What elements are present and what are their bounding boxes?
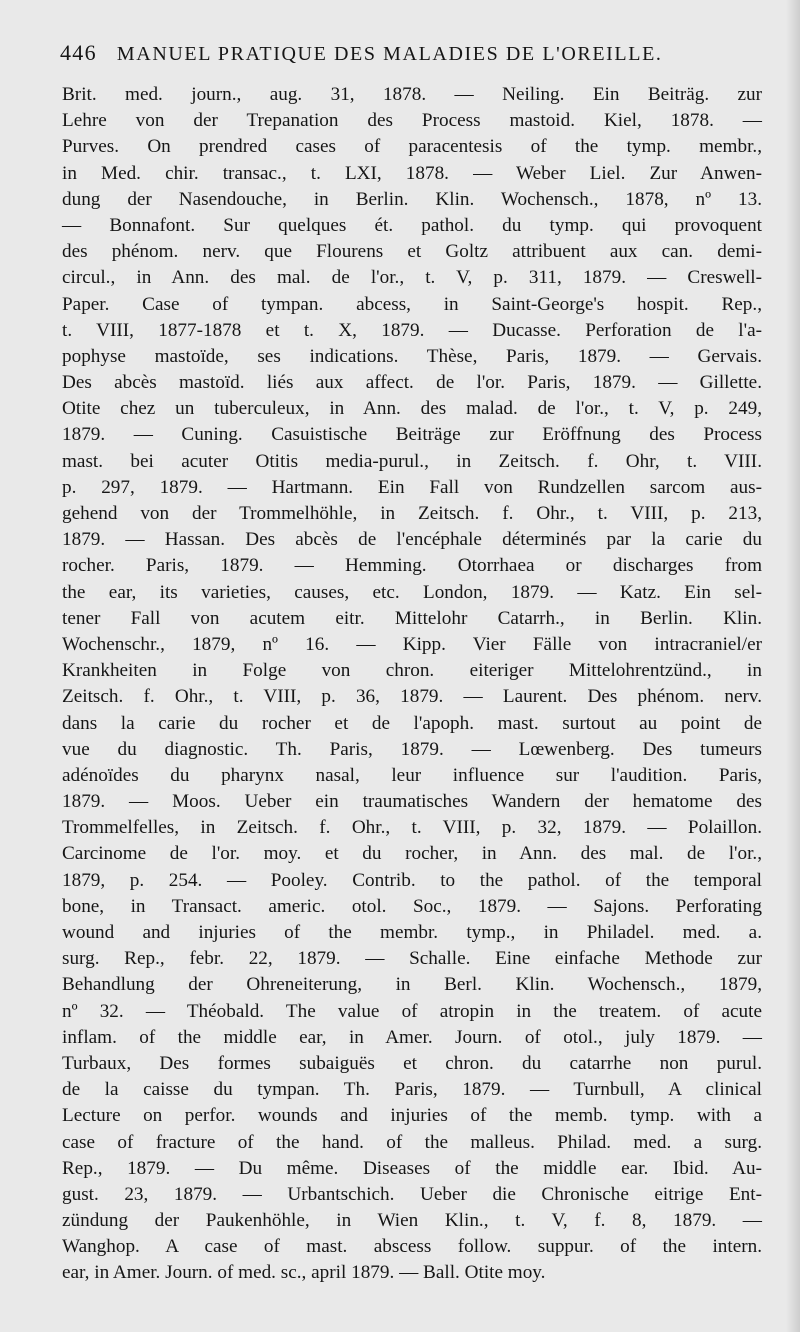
text-line: des phénom. nerv. que Flourens et Goltz attribuent aux can. demi- (62, 241, 762, 263)
text-line: mast. bei acuter Otitis media-purul., in Zeitsch. f. Ohr, t. VIII. (62, 450, 762, 472)
text-line: bone, in Transact. americ. otol. Soc., 1879. — Sajons. Perforating (62, 895, 762, 917)
text-line: inflam. of the middle ear, in Amer. Journ. of otol., july 1879. — (62, 1026, 762, 1048)
text-line: 1879. — Hassan. Des abcès de l'encéphale déterminés par la carie du (62, 529, 762, 551)
text-line: gust. 23, 1879. — Urbantschich. Ueber die Chronische eitrige Ent- (62, 1183, 762, 1205)
text-line: Trommelfelles, in Zeitsch. f. Ohr., t. VIII, p. 32, 1879. — Polaillon. (62, 817, 762, 839)
text-line: ear, in Amer. Journ. of med. sc., april 1879. — Ball. Otite moy. (62, 1262, 546, 1284)
text-line: wound and injuries of the membr. tymp., in Philadel. med. a. (62, 922, 762, 943)
text-line: pophyse mastoïde, ses indications. Thèse, Paris, 1879. — Gervais. (62, 345, 762, 367)
text-line: Carcinome de l'or. moy. et du rocher, in Ann. des mal. de l'or., (62, 843, 762, 865)
text-line: adénoïdes du pharynx nasal, leur influence sur l'audition. Paris, (62, 764, 762, 786)
text-line: Lecture on perfor. wounds and injuries of the memb. tymp. with a (62, 1105, 762, 1127)
text-line: — Bonnafont. Sur quelques ét. pathol. du tymp. qui provoquent (62, 214, 762, 236)
text-line: vue du diagnostic. Th. Paris, 1879. — Lœwenberg. Des tumeurs (62, 738, 762, 760)
text-line: p. 297, 1879. — Hartmann. Ein Fall von Rundzellen sarcom aus- (62, 476, 762, 498)
text-line: Brit. med. journ., aug. 31, 1878. — Neiling. Ein Beiträg. zur (62, 84, 762, 105)
text-line: 1879. — Moos. Ueber ein traumatisches Wandern der hematome des (62, 791, 762, 813)
text-line: case of fracture of the hand. of the malleus. Philad. med. a surg. (62, 1131, 762, 1153)
text-line: gehend von der Trommelhöhle, in Zeitsch. f. Ohr., t. VIII, p. 213, (62, 503, 762, 524)
text-line: Wanghop. A case of mast. abscess follow. suppur. of the intern. (62, 1236, 762, 1258)
text-line: Des abcès mastoïd. liés aux affect. de l'or. Paris, 1879. — Gillette. (62, 372, 762, 394)
text-line: Krankheiten in Folge von chron. eiteriger Mittelohrentzünd., in (62, 660, 762, 682)
text-line: circul., in Ann. des mal. de l'or., t. V, p. 311, 1879. — Creswell- (62, 267, 762, 289)
text-line: Behandlung der Ohreneiterung, in Berl. Klin. Wochensch., 1879, (62, 974, 762, 996)
text-line: surg. Rep., febr. 22, 1879. — Schalle. Eine einfache Methode zur (62, 948, 762, 970)
text-line: zündung der Paukenhöhle, in Wien Klin., t. V, f. 8, 1879. — (62, 1210, 762, 1232)
text-line: 1879. — Cuning. Casuistische Beiträge zur Eröffnung des Process (62, 424, 762, 446)
text-line: Rep., 1879. — Du même. Diseases of the middle ear. Ibid. Au- (62, 1157, 762, 1179)
text-line: de la caisse du tympan. Th. Paris, 1879. — Turnbull, A clinical (62, 1079, 762, 1101)
text-line: Turbaux, Des formes subaiguës et chron. du catarrhe non purul. (62, 1052, 762, 1074)
text-line: Otite chez un tuberculeux, in Ann. des malad. de l'or., t. V, p. 249, (62, 398, 762, 420)
text-line: dung der Nasendouche, in Berlin. Klin. Wochensch., 1878, nº 13. (62, 188, 762, 210)
running-title: MANUEL PRATIQUE DES MALADIES DE L'OREILLE. (116, 43, 663, 65)
text-line: t. VIII, 1877-1878 et t. X, 1879. — Ducasse. Perforation de l'a- (62, 319, 762, 341)
text-line: dans la carie du rocher et de l'apoph. mast. surtout au point de (62, 712, 762, 734)
text-line: Paper. Case of tympan. abcess, in Saint-George's hospit. Rep., (62, 293, 762, 315)
text-line: in Med. chir. transac., t. LXI, 1878. — Weber Liel. Zur Anwen- (62, 162, 762, 184)
text-line: Lehre von der Trepanation des Process mastoid. Kiel, 1878. — (62, 110, 762, 132)
page-header (60, 40, 710, 74)
text-line: 1879, p. 254. — Pooley. Contrib. to the pathol. of the temporal (62, 869, 762, 891)
text-line: Wochenschr., 1879, nº 16. — Kipp. Vier Fälle von intracraniel/er (62, 633, 762, 655)
text-line: tener Fall von acutem eitr. Mittelohr Catarrh., in Berlin. Klin. (62, 607, 762, 629)
text-line: Purves. On prendred cases of paracentesis of the tymp. membr., (62, 136, 762, 158)
bibliography-text (62, 82, 762, 1287)
page-number: 446 (60, 40, 97, 65)
text-line: rocher. Paris, 1879. — Hemming. Otorrhaea or discharges from (62, 555, 762, 577)
text-line: the ear, its varieties, causes, etc. London, 1879. — Katz. Ein sel- (62, 581, 762, 603)
text-line: nº 32. — Théobald. The value of atropin in the treatem. of acute (62, 1000, 762, 1022)
text-line: Zeitsch. f. Ohr., t. VIII, p. 36, 1879. — Laurent. Des phénom. nerv. (62, 686, 762, 708)
